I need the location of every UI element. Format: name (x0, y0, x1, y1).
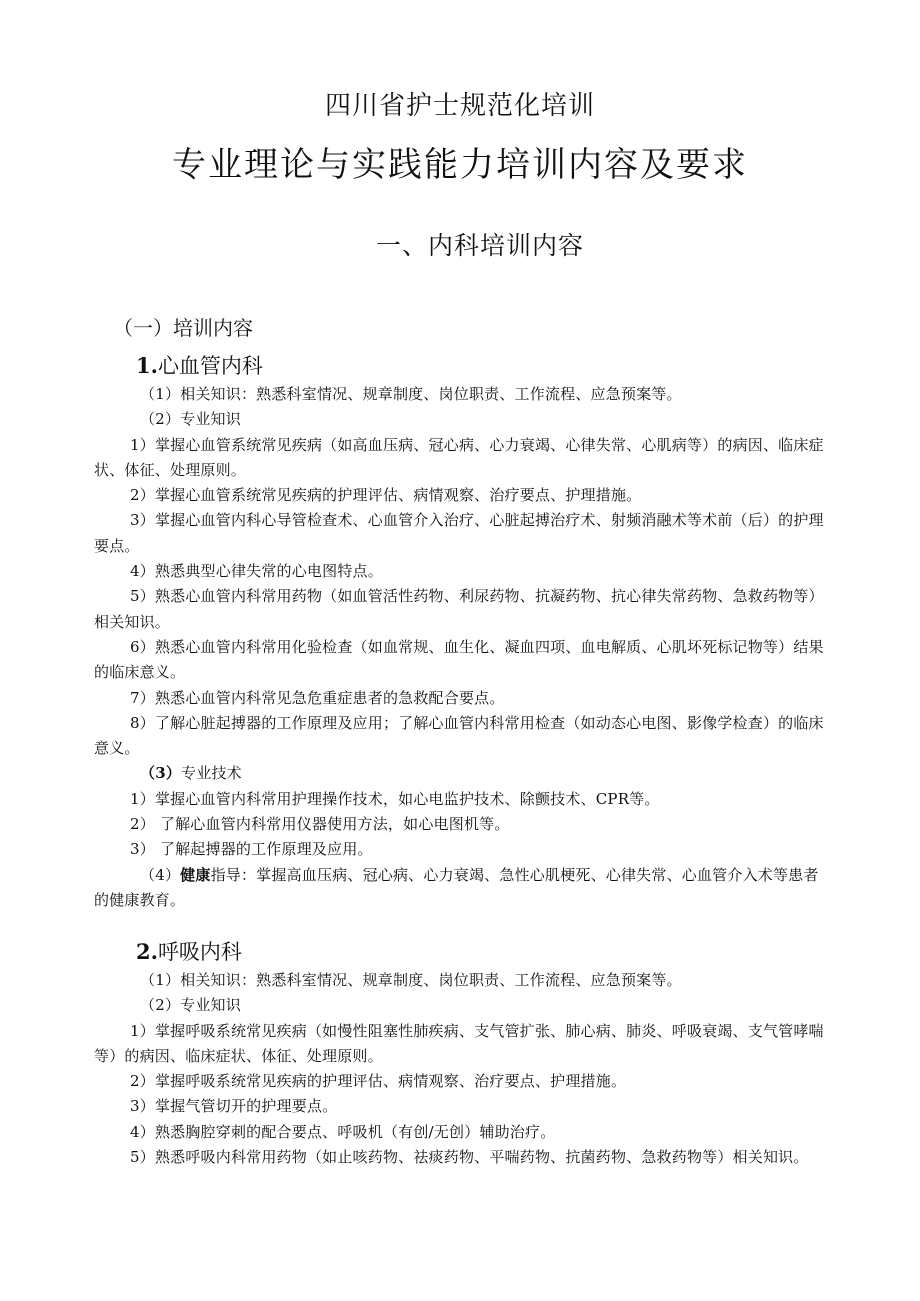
cardiology-body (94, 382, 830, 913)
document-title-line1: 四川省护士规范化培训 (324, 91, 595, 121)
paragraph: 1）掌握心血管内科常用护理操作技术，如心电监护技术、除颤技术、CPR等。 (130, 789, 660, 808)
paragraph: 6）熟悉心血管内科常用化验检查（如血常规、血生化、凝血四项、血电解质、心肌坏死标记物等）结果的临床意义。 (94, 637, 824, 682)
subsection-title: 呼吸内科 (157, 940, 242, 964)
paragraph-tech-heading (94, 761, 830, 786)
subsection-heading-respiratory (136, 938, 242, 966)
subsection-heading-cardiology (136, 352, 263, 380)
paragraph: （1）相关知识：熟悉科室情况、规章制度、岗位职责、工作流程、应急预案等。 (140, 385, 682, 403)
paragraph: 1）掌握心血管系统常见疾病（如高血压病、冠心病、心力衰竭、心律失常、心肌病等）的病因、临床症状、体征、处理原则。 (94, 435, 824, 479)
paragraph: 3）掌握气管切开的护理要点。 (130, 1097, 338, 1116)
paragraph: 3） 了解起搏器的工作原理及应用。 (130, 840, 373, 859)
paragraph: 5）熟悉呼吸内科常用药物（如止咳药物、祛痰药物、平喘药物、抗菌药物、急救药物等）相关知识。 (130, 1148, 809, 1167)
health-number: （4） (140, 865, 181, 884)
respiratory-body (94, 968, 830, 1170)
paragraph: （2）专业知识 (140, 996, 241, 1015)
health-bold-word: 健康 (180, 865, 211, 884)
chapter-title: 一、内科培训内容 (375, 231, 584, 260)
paragraph: 2） 了解心血管内科常用仪器使用方法，如心电图机等。 (130, 815, 510, 834)
paragraph: 2）掌握心血管系统常见疾病的护理评估、病情观察、治疗要点、护理措施。 (130, 486, 642, 505)
tech-label: 专业技术 (181, 764, 242, 783)
paragraph: 3）掌握心血管内科心导管检查术、心血管介入治疗、心脏起搏治疗术、射频消融术等术前（后）的护理要点。 (94, 511, 824, 555)
paragraph: 8）了解心脏起搏器的工作原理及应用；了解心血管内科常用检查（如动态心电图、影像学检查）的临床意义。 (94, 713, 824, 758)
paragraph: 1）掌握呼吸系统常见疾病（如慢性阻塞性肺疾病、支气管扩张、肺心病、肺炎、呼吸衰竭、支气管哮喘等）的病因、临床症状、体征、处理原则。 (94, 1021, 824, 1065)
tech-number: （3） (140, 764, 182, 783)
subsection-title: 心血管内科 (157, 354, 263, 378)
paragraph: （1）相关知识：熟悉科室情况、规章制度、岗位职责、工作流程、应急预案等。 (140, 971, 682, 989)
paragraph: 7）熟悉心血管内科常见急危重症患者的急救配合要点。 (130, 688, 505, 707)
paragraph: 4）熟悉典型心律失常的心电图特点。 (130, 562, 383, 581)
paragraph: 4）熟悉胸腔穿刺的配合要点、呼吸机（有创/无创）辅助治疗。 (130, 1122, 556, 1141)
paragraph: 5）熟悉心血管内科常用药物（如血管活性药物、利尿药物、抗凝药物、抗心律失常药物、急救药物等）相关知识。 (94, 587, 824, 631)
paragraph-health (94, 863, 830, 914)
paragraph: （2）专业知识 (140, 410, 241, 429)
document-title-line2: 专业理论与实践能力培训内容及要求 (172, 145, 748, 185)
health-text: 指导：掌握高血压病、冠心病、心力衰竭、急性心肌梗死、心律失常、心血管介入术等患者的健康教育。 (94, 865, 819, 909)
subsection-number: 1. (136, 353, 158, 378)
paragraph: 2）掌握呼吸系统常见疾病的护理评估、病情观察、治疗要点、护理措施。 (130, 1072, 627, 1091)
section-heading: （一）培训内容 (113, 316, 253, 340)
subsection-number: 2. (136, 939, 158, 964)
